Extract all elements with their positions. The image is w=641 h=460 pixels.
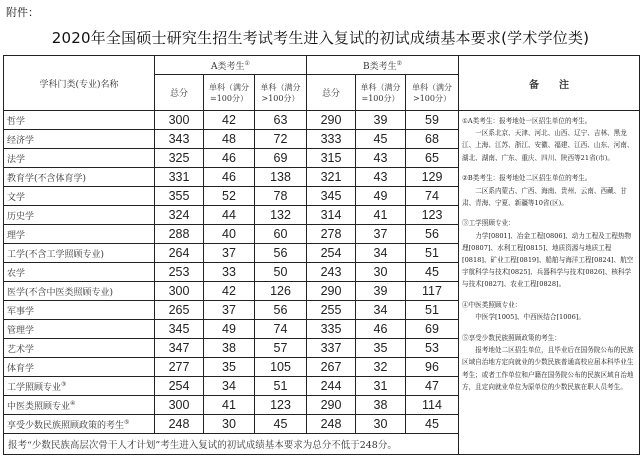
discipline-name [4, 396, 155, 415]
score-a-s1: 34 [204, 377, 255, 396]
discipline-name [4, 149, 155, 168]
score-a-s2: 60 [255, 225, 307, 244]
score-a-s1: 30 [204, 415, 255, 434]
header-b-single-100: 单科（满分=100分） [356, 75, 406, 111]
footnote-mark: ⑤ [124, 418, 130, 426]
score-b-s1: 37 [356, 225, 406, 244]
score-a-s2: 123 [255, 396, 307, 415]
note-block [462, 332, 636, 393]
note-block [462, 115, 636, 164]
group-b-label: B类考生 [362, 61, 397, 72]
discipline-label: 工学照顾专业 [7, 382, 62, 393]
table-row [4, 111, 640, 130]
header-group-a [155, 56, 307, 75]
score-b-total: 267 [307, 358, 356, 377]
discipline-label: 教育学(不含体育学) [7, 173, 87, 184]
discipline-name [4, 377, 155, 396]
score-b-s1: 39 [356, 282, 406, 301]
score-b-s1: 43 [356, 168, 406, 187]
score-b-s1: 45 [356, 130, 406, 149]
note-heading: ④中医类照顾专业： [462, 301, 522, 310]
score-a-s2: 69 [255, 149, 307, 168]
discipline-label: 管理学 [7, 325, 35, 336]
score-a-s2: 63 [255, 111, 307, 130]
score-a-total: 343 [155, 130, 204, 149]
discipline-name [4, 339, 155, 358]
header-group-b [307, 56, 459, 75]
header-a-single-100: 单科（满分=100分） [204, 75, 255, 111]
header-b-total: 总分 [307, 75, 356, 111]
discipline-label: 文学 [7, 192, 26, 203]
discipline-label: 经济学 [7, 135, 35, 146]
score-b-s2: 69 [406, 320, 459, 339]
discipline-name [4, 244, 155, 263]
note-body: 二区系内蒙古、广西、海南、贵州、云南、西藏、甘肃、青海、宁夏、新疆等10省(区)。 [462, 186, 627, 207]
note-heading: ①A类考生：报考地处一区招生单位的考生。 [462, 117, 592, 125]
group-b-footnote-mark: ② [396, 59, 402, 67]
score-a-total: 288 [155, 225, 204, 244]
score-b-total: 254 [307, 244, 356, 263]
score-a-s2: 138 [255, 168, 307, 187]
discipline-label: 体育学 [7, 363, 35, 374]
discipline-label: 享受少数民族照顾政策的考生 [7, 420, 125, 431]
score-b-s2: 129 [406, 168, 459, 187]
score-b-s2: 68 [406, 130, 459, 149]
score-a-total: 345 [155, 320, 204, 339]
score-b-total: 337 [307, 339, 356, 358]
group-a-footnote-mark: ① [244, 59, 250, 67]
attachment-label: 附件： [6, 6, 39, 19]
score-b-total: 290 [307, 396, 356, 415]
score-a-s2: 74 [255, 320, 307, 339]
discipline-label: 医学(不含中医类照顾专业) [7, 287, 114, 298]
discipline-label: 工学(不含工学照顾专业) [7, 249, 105, 260]
note-block [462, 299, 636, 323]
discipline-name [4, 111, 155, 130]
score-a-s1: 42 [204, 111, 255, 130]
discipline-label: 历史学 [7, 211, 35, 222]
footnote-mark: ④ [70, 399, 76, 407]
discipline-label: 哲学 [7, 116, 26, 127]
discipline-label: 军事学 [7, 306, 35, 317]
score-a-s1: 40 [204, 225, 255, 244]
score-b-s2: 45 [406, 415, 459, 434]
discipline-name [4, 320, 155, 339]
score-b-s2: 51 [406, 244, 459, 263]
score-a-s1: 33 [204, 263, 255, 282]
score-a-s1: 42 [204, 282, 255, 301]
score-b-s1: 41 [356, 206, 406, 225]
score-b-total: 345 [307, 187, 356, 206]
score-a-total: 264 [155, 244, 204, 263]
score-b-total: 290 [307, 111, 356, 130]
score-a-s1: 37 [204, 244, 255, 263]
discipline-name [4, 187, 155, 206]
score-a-total: 300 [155, 282, 204, 301]
score-b-total: 278 [307, 225, 356, 244]
discipline-label: 农学 [7, 268, 26, 279]
score-a-total: 265 [155, 301, 204, 320]
score-a-s1: 49 [204, 320, 255, 339]
score-b-total: 243 [307, 263, 356, 282]
header-a-total: 总分 [155, 75, 204, 111]
score-b-total: 255 [307, 301, 356, 320]
score-a-total: 248 [155, 415, 204, 434]
score-b-s1: 43 [356, 149, 406, 168]
note-heading: ③工学照顾专业： [462, 219, 515, 228]
note-body: 中医学[1005]、中西医结合[1006]。 [475, 313, 585, 322]
note-block [462, 217, 636, 290]
score-a-s2: 45 [255, 415, 307, 434]
score-a-s2: 56 [255, 301, 307, 320]
score-a-s1: 37 [204, 301, 255, 320]
score-b-s1: 46 [356, 320, 406, 339]
score-b-s2: 51 [406, 301, 459, 320]
score-a-total: 347 [155, 339, 204, 358]
header-discipline: 学科门类(专业)名称 [4, 56, 155, 111]
discipline-name [4, 206, 155, 225]
score-b-s2: 114 [406, 396, 459, 415]
score-a-total: 325 [155, 149, 204, 168]
score-a-total: 300 [155, 111, 204, 130]
score-b-s1: 35 [356, 339, 406, 358]
notes-cell [459, 111, 640, 455]
score-a-s2: 56 [255, 244, 307, 263]
score-a-s2: 72 [255, 130, 307, 149]
score-b-total: 335 [307, 320, 356, 339]
score-a-total: 324 [155, 206, 204, 225]
discipline-name [4, 168, 155, 187]
discipline-name [4, 301, 155, 320]
score-b-s1: 39 [356, 111, 406, 130]
score-a-s1: 38 [204, 339, 255, 358]
score-a-s2: 126 [255, 282, 307, 301]
score-a-s2: 132 [255, 206, 307, 225]
score-b-s1: 30 [356, 415, 406, 434]
score-b-s2: 74 [406, 187, 459, 206]
header-a-single-gt100: 单科（满分>100分） [255, 75, 307, 111]
score-b-s1: 32 [356, 358, 406, 377]
score-b-total: 244 [307, 377, 356, 396]
discipline-name [4, 415, 155, 434]
score-b-s2: 123 [406, 206, 459, 225]
score-b-s1: 49 [356, 187, 406, 206]
score-b-total: 290 [307, 282, 356, 301]
score-b-s2: 45 [406, 263, 459, 282]
score-a-total: 331 [155, 168, 204, 187]
score-b-s1: 34 [356, 244, 406, 263]
score-b-s2: 56 [406, 225, 459, 244]
discipline-name [4, 225, 155, 244]
score-b-s1: 30 [356, 263, 406, 282]
discipline-name [4, 282, 155, 301]
score-a-s1: 46 [204, 149, 255, 168]
score-b-s2: 53 [406, 339, 459, 358]
score-a-s1: 44 [204, 206, 255, 225]
document-title: 2020年全国硕士研究生招生考试考生进入复试的初试成绩基本要求(学术学位类) [51, 29, 590, 47]
header-b-single-gt100: 单科（满分>100分） [406, 75, 459, 111]
discipline-name [4, 263, 155, 282]
discipline-name [4, 358, 155, 377]
score-a-total: 300 [155, 396, 204, 415]
score-a-total: 355 [155, 187, 204, 206]
note-body: 报考地处二区招生单位，且毕业后在国务院公布的民族区域自治地方定向就业的少数民族普通高校应届本科毕业生考生；或者工作单位和户籍在国务院公布的民族区域自治地方，且定向就业单位为原单位的少数民族在职人员考生。 [462, 346, 634, 391]
score-a-s2: 78 [255, 187, 307, 206]
footer-note: 报考“少数民族高层次骨干人才计划”考生进入复试的初试成绩基本要求为总分不低于248分。 [4, 434, 459, 455]
score-b-s2: 117 [406, 282, 459, 301]
score-requirements-table [3, 55, 640, 455]
note-body: 力学[0801]、冶金工程[0806]、动力工程及工程热物理[0807]、水利工程[0815]、地质资源与地质工程[0818]、矿业工程[0819]、船舶与海洋工程[0824]、航空宇航科学与技术[0825]、兵器科学与技术[0826]、核科学与技术[0827]、农业工程[0828]。 [462, 231, 634, 289]
group-a-label: A类考生 [211, 61, 245, 72]
score-a-s2: 50 [255, 263, 307, 282]
discipline-label: 法学 [7, 154, 26, 165]
score-a-total: 277 [155, 358, 204, 377]
score-b-s1: 31 [356, 377, 406, 396]
score-b-total: 315 [307, 149, 356, 168]
score-a-s1: 35 [204, 358, 255, 377]
discipline-label: 艺术学 [7, 344, 35, 355]
score-b-s2: 59 [406, 111, 459, 130]
score-a-s1: 52 [204, 187, 255, 206]
score-a-s2: 105 [255, 358, 307, 377]
note-block [462, 172, 636, 209]
note-heading: ⑤享受少数民族照顾政策的考生： [462, 334, 561, 343]
discipline-label: 理学 [7, 230, 26, 241]
score-b-s2: 65 [406, 149, 459, 168]
score-b-s2: 47 [406, 377, 459, 396]
score-b-s1: 34 [356, 301, 406, 320]
score-a-s2: 51 [255, 377, 307, 396]
score-a-s1: 46 [204, 168, 255, 187]
note-heading: ②B类考生：报考地处二区招生单位的考生。 [462, 174, 592, 183]
footnote-mark: ③ [61, 380, 67, 388]
score-b-s2: 96 [406, 358, 459, 377]
score-b-total: 314 [307, 206, 356, 225]
header-notes: 备 注 [459, 56, 640, 111]
score-b-s1: 38 [356, 396, 406, 415]
score-a-total: 254 [155, 377, 204, 396]
discipline-label: 中医类照顾专业 [7, 401, 71, 412]
score-a-s2: 57 [255, 339, 307, 358]
score-a-s1: 41 [204, 396, 255, 415]
score-a-s1: 48 [204, 130, 255, 149]
score-b-total: 248 [307, 415, 356, 434]
score-b-total: 333 [307, 130, 356, 149]
note-body: 一区系北京、天津、河北、山西、辽宁、吉林、黑龙江、上海、江苏、浙江、安徽、福建、江西、山东、河南、湖北、湖南、广东、重庆、四川、陕西等21省(市)。 [462, 129, 634, 162]
score-a-total: 253 [155, 263, 204, 282]
score-b-total: 321 [307, 168, 356, 187]
discipline-name [4, 130, 155, 149]
